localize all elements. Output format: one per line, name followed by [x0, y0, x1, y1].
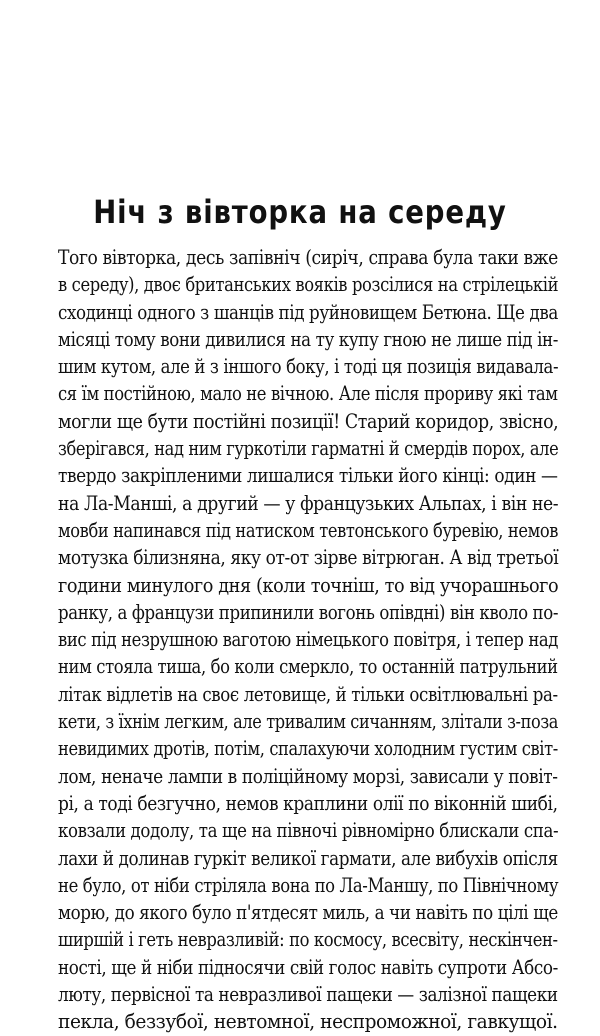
text-line: ся їм постійною, мало не вічною. Але після прориву які там	[58, 382, 558, 406]
chapter-body	[58, 244, 558, 1036]
text-line: мовби напинався під натиском тевтонського буревію, немов	[58, 518, 559, 542]
text-line: ності, ще й ніби підносячи свій голос навіть супроти Абсо-	[58, 955, 558, 979]
text-line: шим кутом, але й з іншого боку, і тоді ця позиція видавала-	[58, 355, 559, 379]
text-line: місяці тому вони дивилися на ту купу гною не лише під ін-	[58, 327, 559, 351]
text-line: невидимих дротів, потім, спалахуючи холодним густим світ-	[58, 737, 558, 761]
text-line: ковзали додолу, та ще на півночі рівномірно блискали спа-	[58, 819, 559, 843]
text-line: сходинці одного з шанців під руйновищем Бетюна. Ще два	[58, 300, 558, 324]
text-line: пекла, беззубої, невтомної, неспроможної, гавкущої.	[58, 1010, 558, 1034]
text-line: мотузка білизняна, яку от-от зірве вітрюган. А від третьої	[58, 546, 559, 570]
text-line: лом, неначе лампи в поліційному морзі, зависали у повіт-	[58, 764, 558, 788]
text-line: рі, а тоді безгучно, немов краплини олії по віконній шибі,	[58, 791, 558, 815]
text-line: ранку, а французи припинили вогонь опівдні) він кволо по-	[58, 600, 559, 624]
text-line: кети, з їхнім легким, але тривалим сичанням, злітали з-поза	[58, 710, 559, 734]
text-line: ним стояла тиша, бо коли смеркло, то останній патрульний	[58, 655, 558, 679]
text-line: не було, от ніби стріляла вона по Ла-Маншу, по Північному	[58, 873, 559, 897]
text-line: морю, до якого було п'ятдесят миль, а чи навіть по цілі ще	[58, 901, 558, 925]
text-line: лахи й долинав гуркіт великої гармати, але вибухів опісля	[58, 846, 558, 870]
text-line: Того вівторка, десь запівніч (сиріч, справа була таки вже	[58, 246, 558, 269]
text-line: літак відлетів на своє летовище, й тільки освітлювальні ра-	[58, 682, 558, 706]
text-line: твердо закріпленими лишалися тільки його кінці: один —	[58, 464, 558, 488]
text-line: в середу), двоє британських вояків розсілися на стрілецькій	[58, 273, 559, 297]
text-line: вис під незрушною ваготою німецького повітря, і тепер над	[58, 628, 559, 652]
chapter-title: Ніч з вівторка на середу	[93, 193, 507, 231]
text-line: могли ще бути постійні позиції! Старий коридор, звісно,	[58, 409, 559, 433]
text-line: на Ла-Манші, а другий — у французьких Альпах, і він не-	[58, 491, 559, 515]
text-line: ширшій і геть невразливій: по космосу, всесвіту, нескінчен-	[58, 928, 558, 952]
text-line: зберігався, над ним гуркотіли гарматні й смердів порох, але	[58, 437, 559, 461]
text-line: години минулого дня (коли точніш, то від учорашнього	[58, 573, 559, 597]
text-line: люту, первісної та невразливої пащеки — залізної пащеки	[58, 983, 558, 1007]
